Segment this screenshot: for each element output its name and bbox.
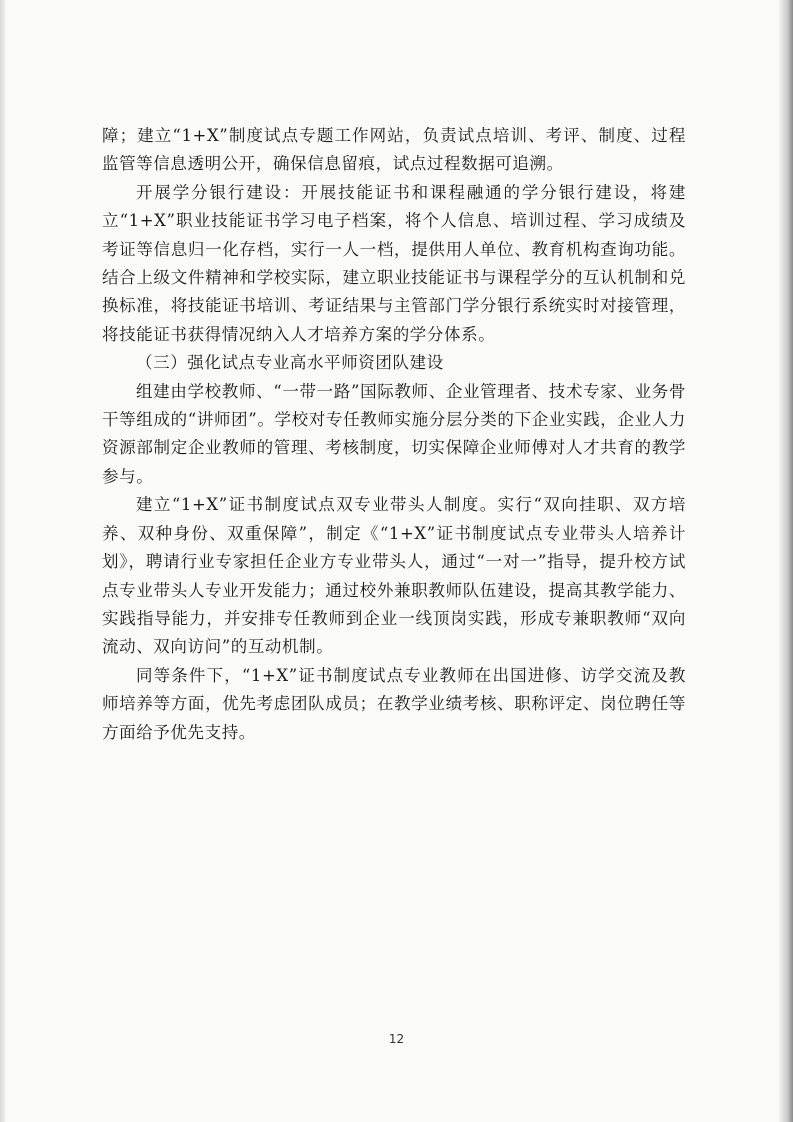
paragraph-continuation: 障；建立“1+X”制度试点专题工作网站，负责试点培训、考评、制度、过程监管等信息透明公开，确保信息留痕，试点过程数据可追溯。	[102, 126, 686, 174]
paragraph-priority-support: 同等条件下，“1+X”证书制度试点专业教师在出国进修、访学交流及教师培养等方面，优先考虑团队成员；在教学业绩考核、职称评定、岗位聘任等方面给予优先支持。	[102, 665, 686, 742]
scan-edge-left	[0, 0, 6, 1122]
page-body	[102, 122, 686, 747]
paragraph-lecturer-group: 组建由学校教师、“一带一路”国际教师、企业管理者、技术专家、业务骨干等组成的“讲师团”。学校对专任教师实施分层分类的下企业实践，企业人力资源部制定企业教师的管理、考核制度，切实保障企业师傅对人才共育的教学参与。	[102, 381, 686, 486]
section-heading: （三）强化试点专业高水平师资团队建设	[136, 353, 444, 373]
paragraph-dual-leaders: 建立“1+X”证书制度试点双专业带头人制度。实行“双向挂职、双方培养、双种身份、双重保障”，制定《“1+X”证书制度试点专业带头人培养计划》，聘请行业专家担任企业方专业带头人，通过“一对一”指导，提升校方试点专业带头人专业开发能力；通过校外兼职教师队伍建设，提高其教学能力、实践指导能力，并安排专任教师到企业一线顶岗实践，形成专兼职教师“双向流动、双向访问”的互动机制。	[102, 495, 686, 657]
page-number: 12	[388, 1032, 405, 1046]
paragraph-credit-bank: 开展学分银行建设：开展技能证书和课程融通的学分银行建设，将建立“1+X”职业技能证书学习电子档案，将个人信息、培训过程、学习成绩及考证等信息归一化存档，实行一人一档，提供用人单位、教育机构查询功能。结合上级文件精神和学校实际，建立职业技能证书与课程学分的互认机制和兑换标准，将技能证书培训、考证结果与主管部门学分银行系统实时对接管理，将技能证书获得情况纳入人才培养方案的学分体系。	[102, 182, 686, 344]
scan-edge-right	[779, 0, 793, 1122]
